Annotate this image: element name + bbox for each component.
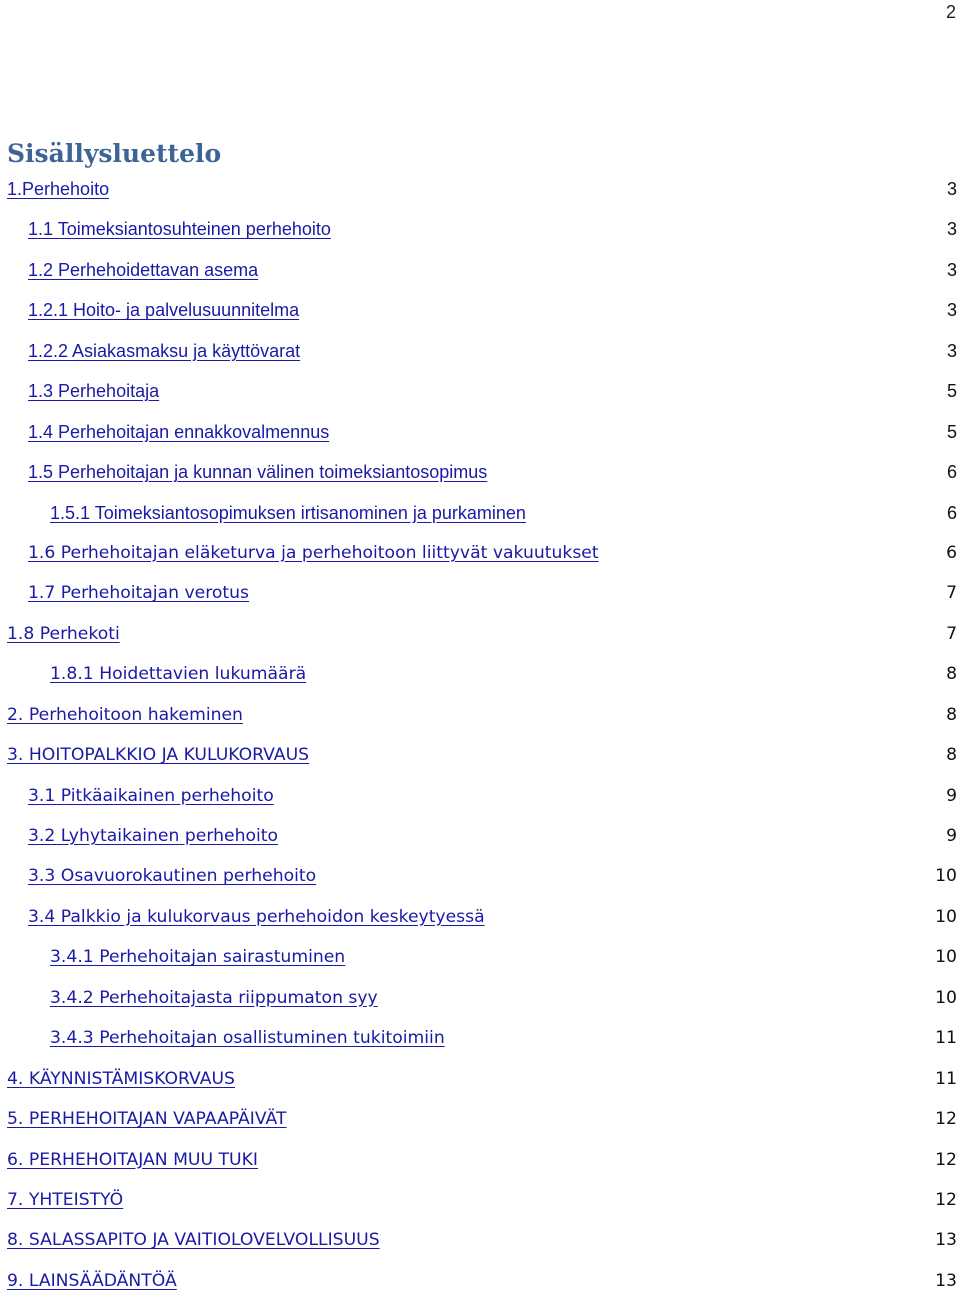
toc-entry-page-number: 6: [946, 502, 957, 523]
toc-entry: [0, 1063, 960, 1103]
toc-entry-page-number: 13: [935, 1270, 957, 1291]
toc-entry-link[interactable]: 3.4.1 Perhehoitajan sairastuminen: [50, 947, 346, 968]
toc-entry-page-number: 3: [946, 179, 957, 199]
toc-entry-link[interactable]: 1.5.1 Toimeksiantosopimuksen irtisanominen ja purkaminen: [50, 502, 526, 523]
toc-entry-page-number: 8: [946, 745, 957, 766]
toc-entry-link[interactable]: 2. Perhehoitoon hakeminen: [7, 704, 243, 725]
toc-entry: [0, 456, 960, 496]
toc-entry-link[interactable]: 1.6 Perhehoitajan eläketurva ja perhehoitoon liittyvät vakuutukset: [28, 542, 599, 563]
toc-entry-link[interactable]: 8. SALASSAPITO JA VAITIOLOVELVOLLISUUS: [7, 1230, 380, 1251]
table-of-contents: [0, 173, 960, 1305]
toc-entry: [0, 416, 960, 456]
toc-entry-page-number: 7: [946, 583, 957, 604]
toc-entry: [0, 820, 960, 860]
toc-entry: [0, 1103, 960, 1143]
toc-entry-page-number: 9: [946, 785, 957, 806]
toc-entry: [0, 537, 960, 577]
toc-entry-link[interactable]: 3.2 Lyhytaikainen perhehoito: [28, 826, 279, 846]
toc-entry-page-number: 3: [946, 259, 957, 280]
toc-entry-page-number: 3: [946, 340, 957, 361]
toc-entry: [0, 1184, 960, 1224]
toc-entry: [0, 335, 960, 375]
toc-entry-page-number: 3: [946, 219, 957, 240]
toc-entry-link[interactable]: 3.4.3 Perhehoitajan osallistuminen tukitoimiin: [50, 1028, 445, 1049]
toc-entry-link[interactable]: 1.5 Perhehoitajan ja kunnan välinen toimeksiantosopimus: [28, 462, 488, 483]
page-number: 2: [945, 2, 956, 22]
toc-entry-page-number: 10: [935, 866, 957, 887]
toc-entry-link[interactable]: 5. PERHEHOITAJAN VAPAAPÄIVÄT: [7, 1109, 287, 1130]
toc-entry-link[interactable]: 1.2 Perhehoidettavan asema: [28, 259, 259, 280]
toc-entry-link[interactable]: 1.2.2 Asiakasmaksu ja käyttövarat: [28, 340, 301, 361]
toc-entry-link[interactable]: 3.3 Osavuorokautinen perhehoito: [28, 866, 317, 887]
toc-entry-page-number: 8: [946, 704, 957, 725]
toc-entry: [0, 294, 960, 334]
toc-entry-page-number: 5: [946, 381, 957, 402]
toc-entry: [0, 254, 960, 294]
toc-entry: [0, 1144, 960, 1184]
toc-entry-link[interactable]: 1.8 Perhekoti: [7, 623, 120, 644]
toc-entry: [0, 1022, 960, 1062]
toc-entry-page-number: 7: [946, 623, 957, 644]
toc-entry-page-number: 6: [946, 462, 957, 483]
toc-entry-page-number: 5: [946, 421, 957, 442]
toc-entry-link[interactable]: 1.8.1 Hoidettavien lukumäärä: [50, 664, 307, 685]
toc-entry: [0, 618, 960, 658]
toc-entry-page-number: 6: [946, 542, 957, 563]
toc-entry-page-number: 12: [935, 1189, 957, 1210]
toc-entry: [0, 860, 960, 900]
toc-entry-link[interactable]: 1.1 Toimeksiantosuhteinen perhehoito: [28, 219, 331, 240]
toc-entry: [0, 173, 960, 213]
toc-entry-page-number: 3: [946, 300, 957, 321]
toc-entry: [0, 739, 960, 779]
toc-entry-link[interactable]: 1.2.1 Hoito- ja palvelusuunnitelma: [28, 300, 300, 321]
toc-entry: [0, 901, 960, 941]
toc-entry: [0, 213, 960, 253]
toc-entry: [0, 497, 960, 537]
toc-entry-link[interactable]: 3. HOITOPALKKIO JA KULUKORVAUS: [7, 745, 310, 766]
toc-entry: [0, 658, 960, 698]
toc-entry-page-number: 12: [935, 1109, 957, 1130]
toc-entry: [0, 699, 960, 739]
toc-entry-link[interactable]: 1.4 Perhehoitajan ennakkovalmennus: [28, 421, 330, 442]
toc-entry-link[interactable]: 3.4.2 Perhehoitajasta riippumaton syy: [50, 987, 378, 1008]
toc-entry-page-number: 13: [935, 1230, 957, 1251]
toc-entry-link[interactable]: 6. PERHEHOITAJAN MUU TUKI: [7, 1149, 258, 1170]
toc-entry: [0, 577, 960, 617]
toc-entry-page-number: 10: [935, 906, 957, 927]
toc-entry-link[interactable]: 4. KÄYNNISTÄMISKORVAUS: [7, 1068, 235, 1089]
toc-entry: [0, 375, 960, 415]
toc-entry-page-number: 9: [946, 826, 957, 846]
toc-entry-page-number: 12: [935, 1149, 957, 1170]
toc-entry-link[interactable]: 1.7 Perhehoitajan verotus: [28, 583, 250, 604]
toc-entry-page-number: 11: [935, 1068, 957, 1089]
toc-entry-page-number: 10: [935, 987, 957, 1008]
toc-entry-link[interactable]: 3.1 Pitkäaikainen perhehoito: [28, 785, 274, 806]
toc-entry-link[interactable]: 1.3 Perhehoitaja: [28, 381, 160, 402]
toc-entry: [0, 1224, 960, 1264]
toc-entry-page-number: 11: [935, 1028, 957, 1049]
toc-entry-link[interactable]: 3.4 Palkkio ja kulukorvaus perhehoidon keskeytyessä: [28, 906, 485, 927]
toc-title: Sisällysluettelo: [7, 139, 222, 168]
toc-entry: [0, 1265, 960, 1305]
toc-entry: [0, 780, 960, 820]
toc-entry: [0, 941, 960, 981]
toc-entry-page-number: 8: [946, 664, 957, 685]
toc-entry-link[interactable]: 1.Perhehoito: [7, 179, 110, 199]
toc-entry-page-number: 10: [935, 947, 957, 968]
toc-entry-link[interactable]: 9. LAINSÄÄDÄNTÖÄ: [7, 1270, 177, 1291]
toc-entry: [0, 982, 960, 1022]
toc-entry-link[interactable]: 7. YHTEISTYÖ: [7, 1189, 124, 1210]
